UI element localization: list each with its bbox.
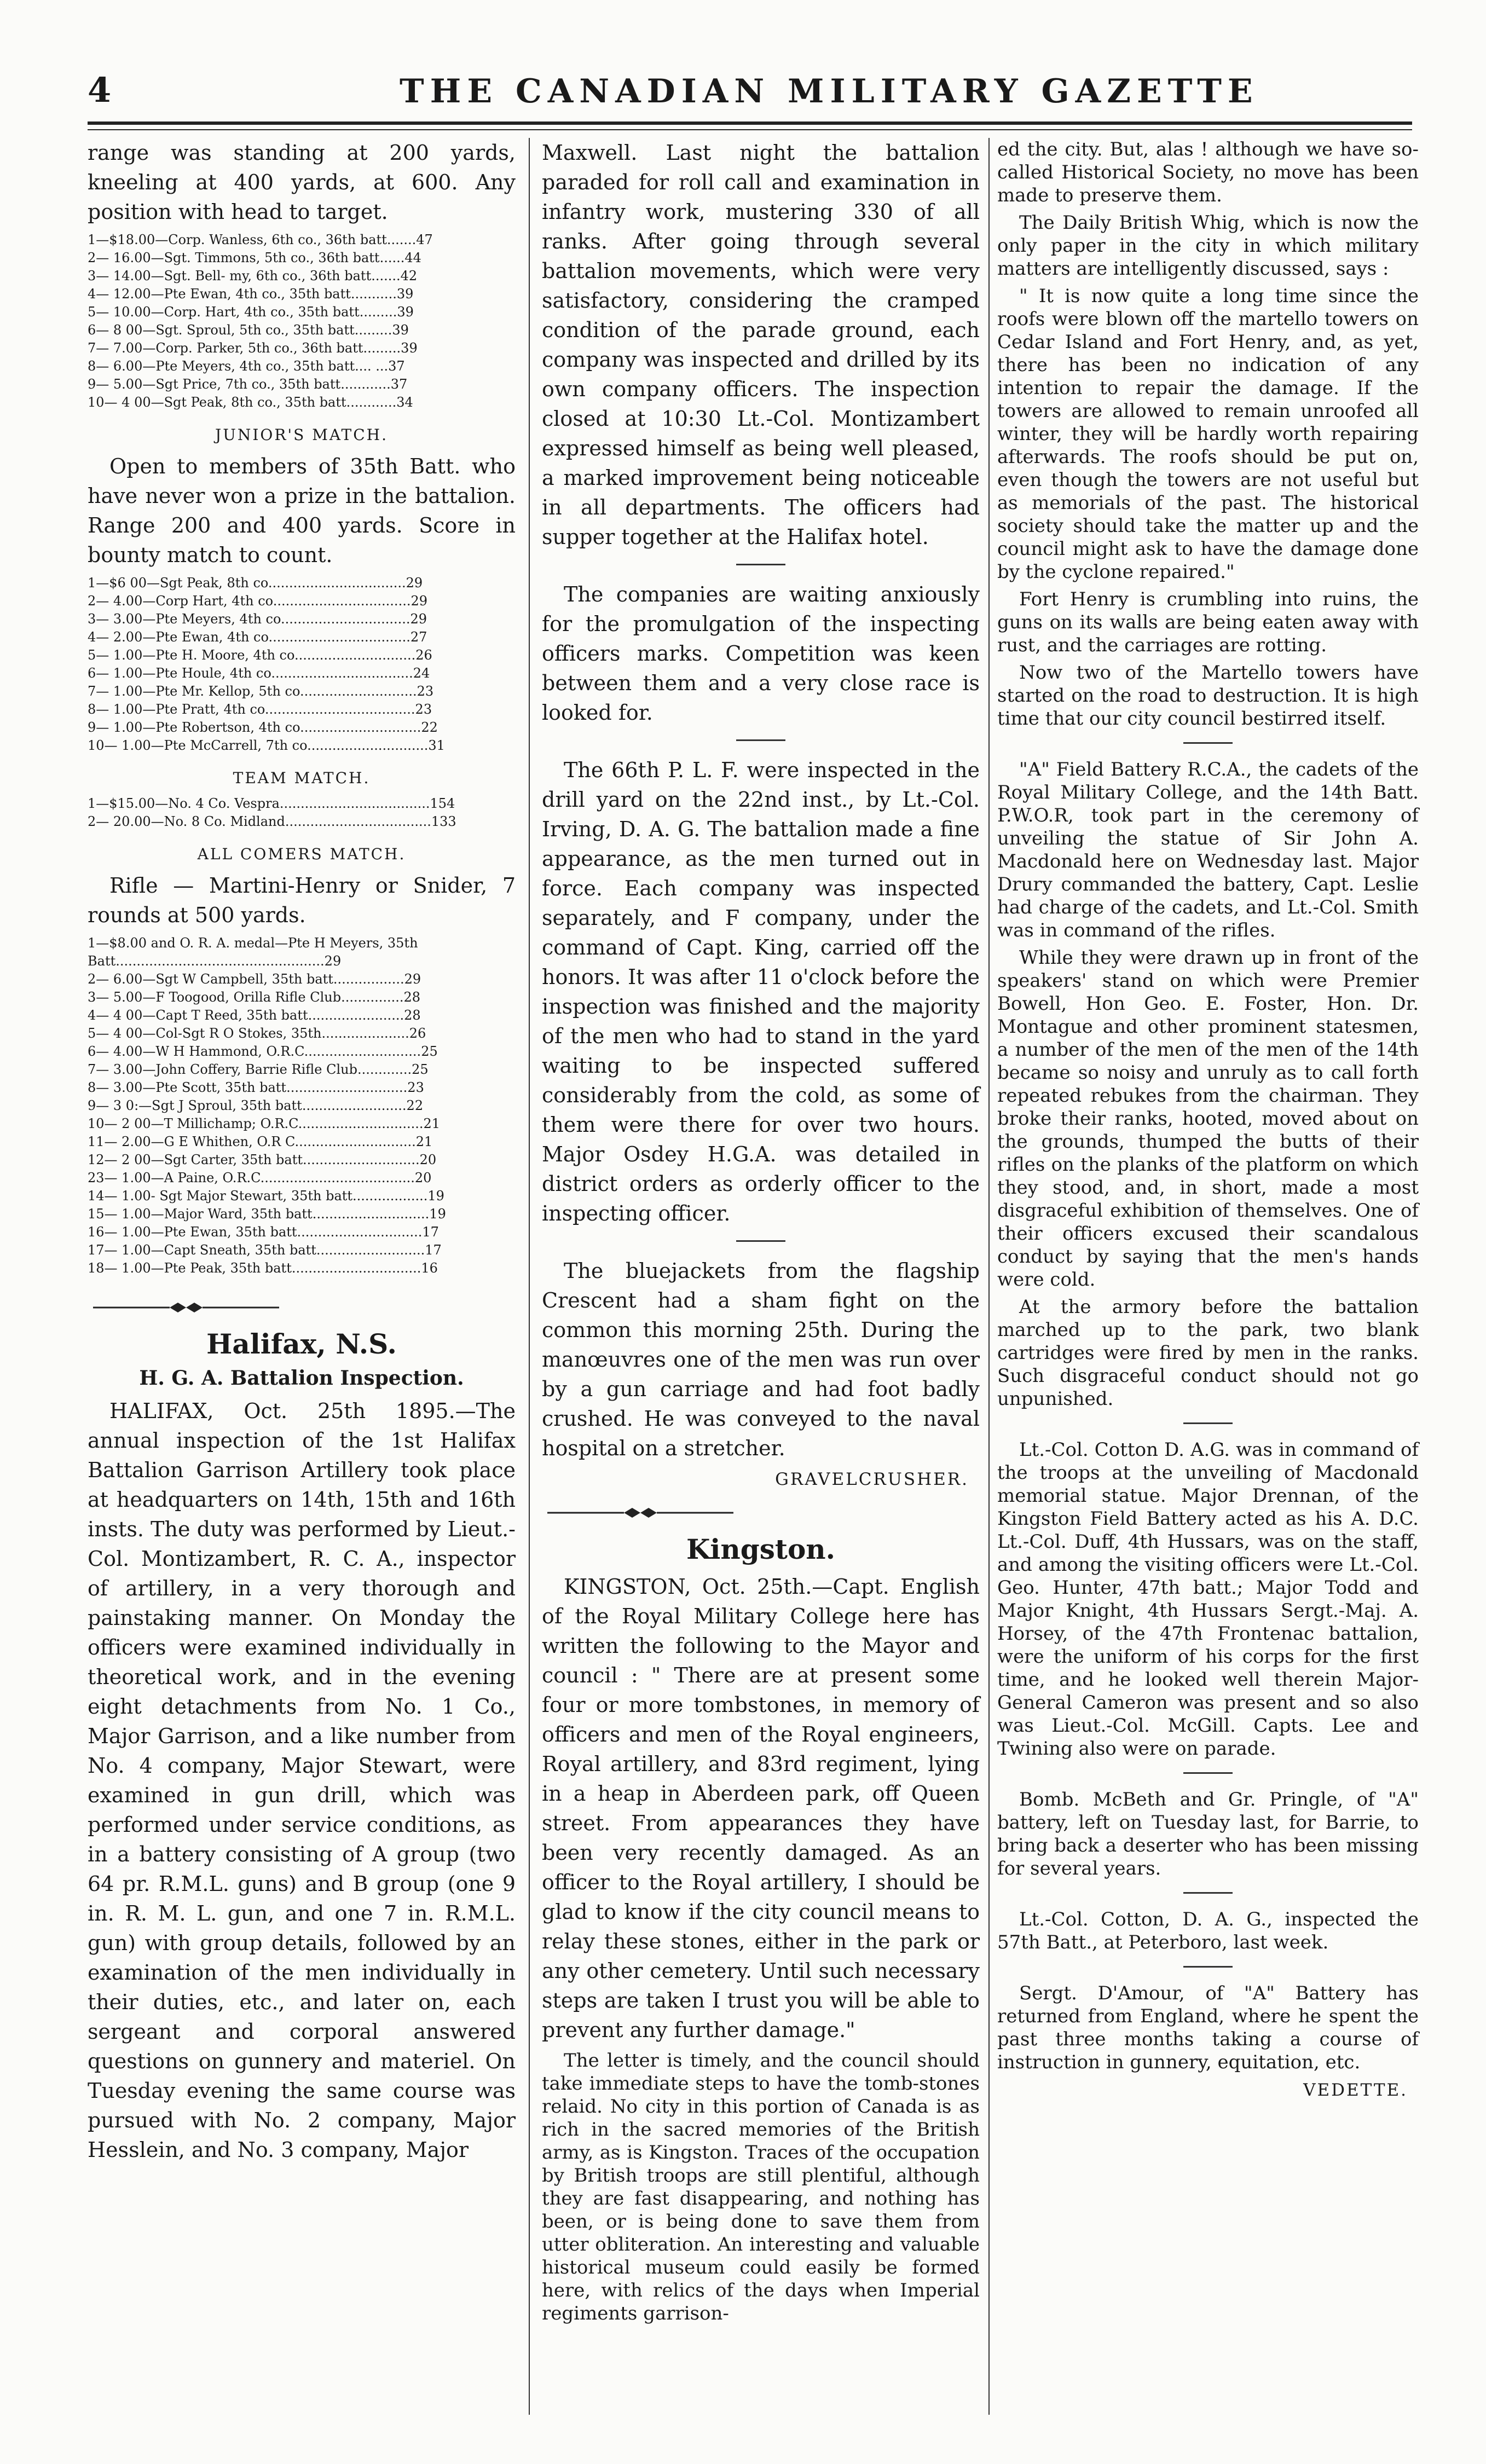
all-comers-heading: ALL COMERS MATCH. (197, 845, 406, 863)
header-rule (88, 122, 1412, 125)
divider (736, 564, 785, 565)
score-entry: 6— 8 00—Sgt. Sproul, 5th co., 35th batt.........39 (88, 322, 409, 338)
all-comers-scores-list (88, 934, 516, 1277)
divider (1183, 1966, 1233, 1968)
junior-match-intro: Open to members of 35th Batt. who have never won a prize in the battalion. Range 200 and 400 yards. Score in bounty match to count. (88, 454, 516, 567)
score-entry: 2— 6.00—Sgt W Campbell, 35th batt.................29 (88, 971, 421, 987)
header-rule-thin (88, 129, 1412, 130)
score-entry: Batt..................................................29 (88, 953, 342, 969)
kingston-continued: ed the city. But, alas ! although we have so-called Historical Society, no move has been made to preserve them. (997, 138, 1419, 206)
armory-paragraph: At the armory before the battalion marched up to the park, two blank cartridges were fired by men in the ranks. Such disgraceful conduct should not go unpunished. (997, 1296, 1419, 1410)
divider (1183, 1772, 1233, 1774)
score-entry: 23— 1.00—A Paine, O.R.C.....................................20 (88, 1170, 432, 1185)
whig-quote: " It is now quite a long time since the roofs were blown off the martello towers on Cedar Island and Fort Henry, and, as yet, there has been no indication of any intention to repair the damage. If the towers are allowed to remain unroofed all winter, they will be hardly worth repairing afterwards. The roofs should be put on, even though the towers are not useful but as memorials of the past. The historical society should take the matter up and the council might ask to have the damage done by the cyclone repaired." (997, 285, 1419, 583)
score-entry: 10— 1.00—Pte McCarrell, 7th co.............................31 (88, 738, 445, 753)
divider (736, 1240, 785, 1242)
halifax-subtitle: H. G. A. Battalion Inspection. (139, 1367, 464, 1390)
newspaper-title: THE CANADIAN MILITARY GAZETTE (400, 72, 1259, 111)
score-entry: 1—$15.00—No. 4 Co. Vespra....................................154 (88, 796, 455, 811)
section-ornament (542, 1506, 739, 1520)
score-entry: 7— 7.00—Corp. Parker, 5th co., 36th batt.........39 (88, 340, 418, 356)
score-entry: 15— 1.00—Major Ward, 35th batt............................19 (88, 1206, 446, 1222)
damour-paragraph: Sergt. D'Amour, of "A" Battery has returned from England, where he spent the past three months taking a course of instruction in gunnery, equitation, etc. (997, 1982, 1419, 2073)
score-entry: 5— 1.00—Pte H. Moore, 4th co.............................26 (88, 647, 432, 663)
score-entry: 18— 1.00—Pte Peak, 35th batt...............................16 (88, 1260, 438, 1276)
score-entry: 4— 12.00—Pte Ewan, 4th co., 35th batt...........39 (88, 286, 414, 302)
score-entry: 6— 4.00—W H Hammond, O.R.C............................25 (88, 1044, 438, 1059)
score-entry: 1—$8.00 and O. R. A. medal—Pte H Meyers, 35th (88, 935, 418, 951)
range-scores-list (88, 231, 516, 412)
score-entry: 12— 2 00—Sgt Carter, 35th batt............................20 (88, 1152, 437, 1167)
score-entry: 2— 4.00—Corp Hart, 4th co.................................29 (88, 593, 427, 609)
score-entry: 10— 2 00—T Millichamp; O.R.C..............................21 (88, 1116, 441, 1131)
score-entry: 2— 16.00—Sgt. Timmons, 5th co., 36th batt......44 (88, 250, 421, 265)
column-1 (88, 138, 516, 2169)
score-entry: 10— 4 00—Sgt Peak, 8th co., 35th batt............34 (88, 395, 413, 410)
bluejackets-paragraph: The bluejackets from the flagship Crescent had a sham fight on the common this morning 25th. During the manœuvres one of the men was run over by a gun carriage and had foot badly crushed. He was conveyed to the naval hospital on a stretcher. (542, 1259, 980, 1460)
kingston-paragraph-2: The letter is timely, and the council should take immediate steps to have the tomb-stones relaid. No city in this portion of Canada is as rich in the sacred memories of the British army, as is Kingston. Traces of the occupation by British troops are still plentiful, although they are fast disappearing, and nothing has been, or is being done to save them from utter obliteration. An interesting and valuable historical museum could easily be formed here, with relics of the days when Imperial regiments garrison- (542, 2050, 980, 2324)
score-entry: 6— 1.00—Pte Houle, 4th co..................................24 (88, 666, 430, 681)
signature-vedette: VEDETTE. (1303, 2080, 1408, 2100)
score-entry: 14— 1.00- Sgt Major Stewart, 35th batt..................19 (88, 1188, 444, 1204)
score-entry: 8— 3.00—Pte Scott, 35th batt.............................23 (88, 1080, 424, 1095)
score-entry: 9— 3 0:—Sgt J Sproul, 35th batt.........................22 (88, 1098, 424, 1113)
signature-gravelcrusher: GRAVELCRUSHER. (775, 1470, 969, 1489)
column-divider (988, 138, 990, 2415)
score-entry: 17— 1.00—Capt Sneath, 35th batt..........................17 (88, 1242, 442, 1258)
team-match-heading: TEAM MATCH. (233, 769, 371, 787)
score-entry: 7— 3.00—John Coffery, Barrie Rifle Club.............25 (88, 1062, 429, 1077)
66th-inspection-paragraph: The 66th P. L. F. were inspected in the drill yard on the 22nd inst., by Lt.-Col. Irving, D. A. G. The battalion made a fine appearance, as the men turned out in force. Each company was inspected separately, and F company, under the command of Capt. King, carried off the honors. It was after 11 o'clock before the inspection was finished and the majority of the men who had to stand in the yard waiting to be inspected suffered considerably from the cold, as some of them were there for over two hours. Major Osdey H.G.A. was detailed in district orders as orderly officer to the inspecting officer. (542, 758, 980, 1225)
halifax-continued: Maxwell. Last night the battalion paraded for roll call and examination in infantry work, mustering 330 of all ranks. After going through several battalion movements, which were very satisfactory, considering the cramped condition of the parade ground, each company was inspected and drilled by its own company officers. The inspection closed at 10:30 Lt.-Col. Montizambert expressed himself as being well pleased, a marked improvement being noticeable in all departments. The officers had supper together at the Halifax hotel. (542, 141, 980, 549)
kingston-title: Kingston. (686, 1533, 836, 1565)
kingston-paragraph-1: KINGSTON, Oct. 25th.—Capt. English of the Royal Military College here has written the following to the Mayor and council : " There are at present some four or more tombstones, in memory of officers and men of the Royal engineers, Royal artillery, and 83rd regiment, lying in a heap in Aberdeen park, off Queen street. From appearances they have been very recently damaged. As an officer to the Royal artillery, I should be glad to know if the city council means to relay these stones, either in the park or any other cemetery. Until such necessary steps are taken I trust you will be able to prevent any further damage." (542, 1575, 980, 2042)
field-battery-paragraph: "A" Field Battery R.C.A., the cadets of the Royal Military College, and the 14th Batt. P.W.O.R, took part in the ceremony of unveiling the statue of Sir John A. Macdonald here on Wednesday last. Major Drury commanded the battery, Capt. Leslie had charge of the cadets, and Lt.-Col. Smith was in command of the rifles. (997, 759, 1419, 941)
divider (736, 739, 785, 741)
column-3 (997, 138, 1419, 2108)
score-entry: 8— 6.00—Pte Meyers, 4th co., 35th batt.... ...37 (88, 358, 405, 374)
whig-intro: The Daily British Whig, which is now the only paper in the city in which military matters are intelligently discussed, says : (997, 212, 1419, 280)
halifax-body: HALIFAX, Oct. 25th 1895.—The annual inspection of the 1st Halifax Battalion Garrison Artillery took place at headquarters on 14th, 15th and 16th insts. The duty was performed by Lieut.-Col. Montizambert, R. C. A., inspector of artillery, in a very thorough and painstaking manner. On Monday the officers were examined individually in theoretical work, and in the evening eight detachments from No. 1 Co., Major Garrison, and a like number from No. 4 company, Major Stewart, were examined in gun drill, which was performed under service conditions, as in a battery consisting of A group (two 64 pr. R.M.L. guns) and B group (one 9 in. R. M. L. gun, and one 7 in. R.M.L. gun) with group details, followed by an examination of the men individually in their duties, etc., and later on, each sergeant and corporal answered questions on gunnery and materiel. On Tuesday evening the same course was pursued with No. 2 company, Major Hesslein, and No. 3 company, Major (88, 1399, 516, 2162)
score-entry: 16— 1.00—Pte Ewan, 35th batt..............................17 (88, 1224, 439, 1240)
team-scores-list (88, 795, 516, 831)
score-entry: 3— 5.00—F Toogood, Orilla Rifle Club...............28 (88, 990, 421, 1005)
halifax-title: Halifax, N.S. (206, 1328, 397, 1360)
score-entry: 3— 14.00—Sgt. Bell- my, 6th co., 36th batt.......42 (88, 268, 418, 284)
score-entry: 2— 20.00—No. 8 Co. Midland...................................133 (88, 814, 456, 829)
score-entry: 9— 1.00—Pte Robertson, 4th co.............................22 (88, 720, 438, 735)
junior-scores-list (88, 574, 516, 755)
cotton-inspection-paragraph: Lt.-Col. Cotton, D. A. G., inspected the 57th Batt., at Peterboro, last week. (997, 1908, 1419, 1953)
score-entry: 7— 1.00—Pte Mr. Kellop, 5th co............................23 (88, 684, 434, 699)
score-entry: 1—$6 00—Sgt Peak, 8th co.................................29 (88, 575, 423, 591)
score-entry: 4— 2.00—Pte Ewan, 4th co..................................27 (88, 629, 427, 645)
range-intro: range was standing at 200 yards, kneeling at 400 yards, at 600. Any position with head to target. (88, 141, 516, 224)
page-number: 4 (88, 70, 112, 110)
score-entry: 5— 10.00—Corp. Hart, 4th co., 35th batt.........39 (88, 304, 414, 320)
cotton-command-paragraph: Lt.-Col. Cotton D. A.G. was in command of the troops at the unveiling of Macdonald memorial statue. Major Drennan, of the Kingston Field Battery acted as his A. D.C. Lt.-Col. Duff, 4th Hussars, was on the staff, and among the visiting officers were Lt.-Col. Geo. Hunter, 47th batt.; Major Todd and Major Knight, 4th Hussars Sergt.-Maj. A. Horsey, of the 47th Frontenac battalion, were the uniform of his corps for the first time, and he looked well therein Major-General Cameron was present and so also was Lieut.-Col. McGill. Capts. Lee and Twining also were on parade. (997, 1439, 1419, 1760)
junior-match-heading: JUNIOR'S MATCH. (215, 426, 388, 444)
unruly-men-paragraph: While they were drawn up in front of the speakers' stand on which were Premier Bowell, Hon Geo. E. Foster, Hon. Dr. Montague and other prominent statesmen, a number of the men of the men of the 14th became so noisy and unruly as to call forth repeated rebukes from the chairman. They broke their ranks, hooted, moved about on the grounds, thumped the butts of their rifles on the planks of the platform on which they stood, and, in short, made a most disgraceful exhibition of themselves. One of their officers excused their scandalous conduct by saying that the men's hands were cold. (997, 947, 1419, 1291)
score-entry: 8— 1.00—Pte Pratt, 4th co....................................23 (88, 702, 432, 717)
fort-henry-paragraph: Fort Henry is crumbling into ruins, the guns on its walls are being eaten away with rust, and the carriages are rotting. (997, 588, 1419, 656)
score-entry: 11— 2.00—G E Whithen, O.R C.............................21 (88, 1134, 433, 1149)
masthead (88, 70, 1412, 119)
divider (1183, 1422, 1233, 1424)
companies-paragraph: The companies are waiting anxiously for the promulgation of the inspecting officers marks. Competition was keen between them and a very close race is looked for. (542, 582, 980, 725)
all-comers-intro: Rifle — Martini-Henry or Snider, 7 rounds at 500 yards. (88, 874, 516, 927)
martello-paragraph: Now two of the Martello towers have started on the road to destruction. It is high time that our city council bestirred itself. (997, 662, 1419, 730)
divider (1183, 1892, 1233, 1894)
score-entry: 3— 3.00—Pte Meyers, 4th co...............................29 (88, 611, 427, 627)
score-entry: 5— 4 00—Col-Sgt R O Stokes, 35th.....................26 (88, 1026, 426, 1041)
section-ornament (88, 1300, 285, 1315)
score-entry: 4— 4 00—Capt T Reed, 35th batt.......................28 (88, 1008, 421, 1023)
score-entry: 9— 5.00—Sgt Price, 7th co., 35th batt............37 (88, 377, 408, 392)
column-divider (529, 138, 530, 2415)
mcbeth-paragraph: Bomb. McBeth and Gr. Pringle, of "A" battery, left on Tuesday last, for Barrie, to bring back a deserter who has been missing for several years. (997, 1789, 1419, 1879)
divider (1183, 742, 1233, 744)
score-entry: 1—$18.00—Corp. Wanless, 6th co., 36th batt.......47 (88, 232, 433, 247)
column-2 (542, 138, 980, 2329)
